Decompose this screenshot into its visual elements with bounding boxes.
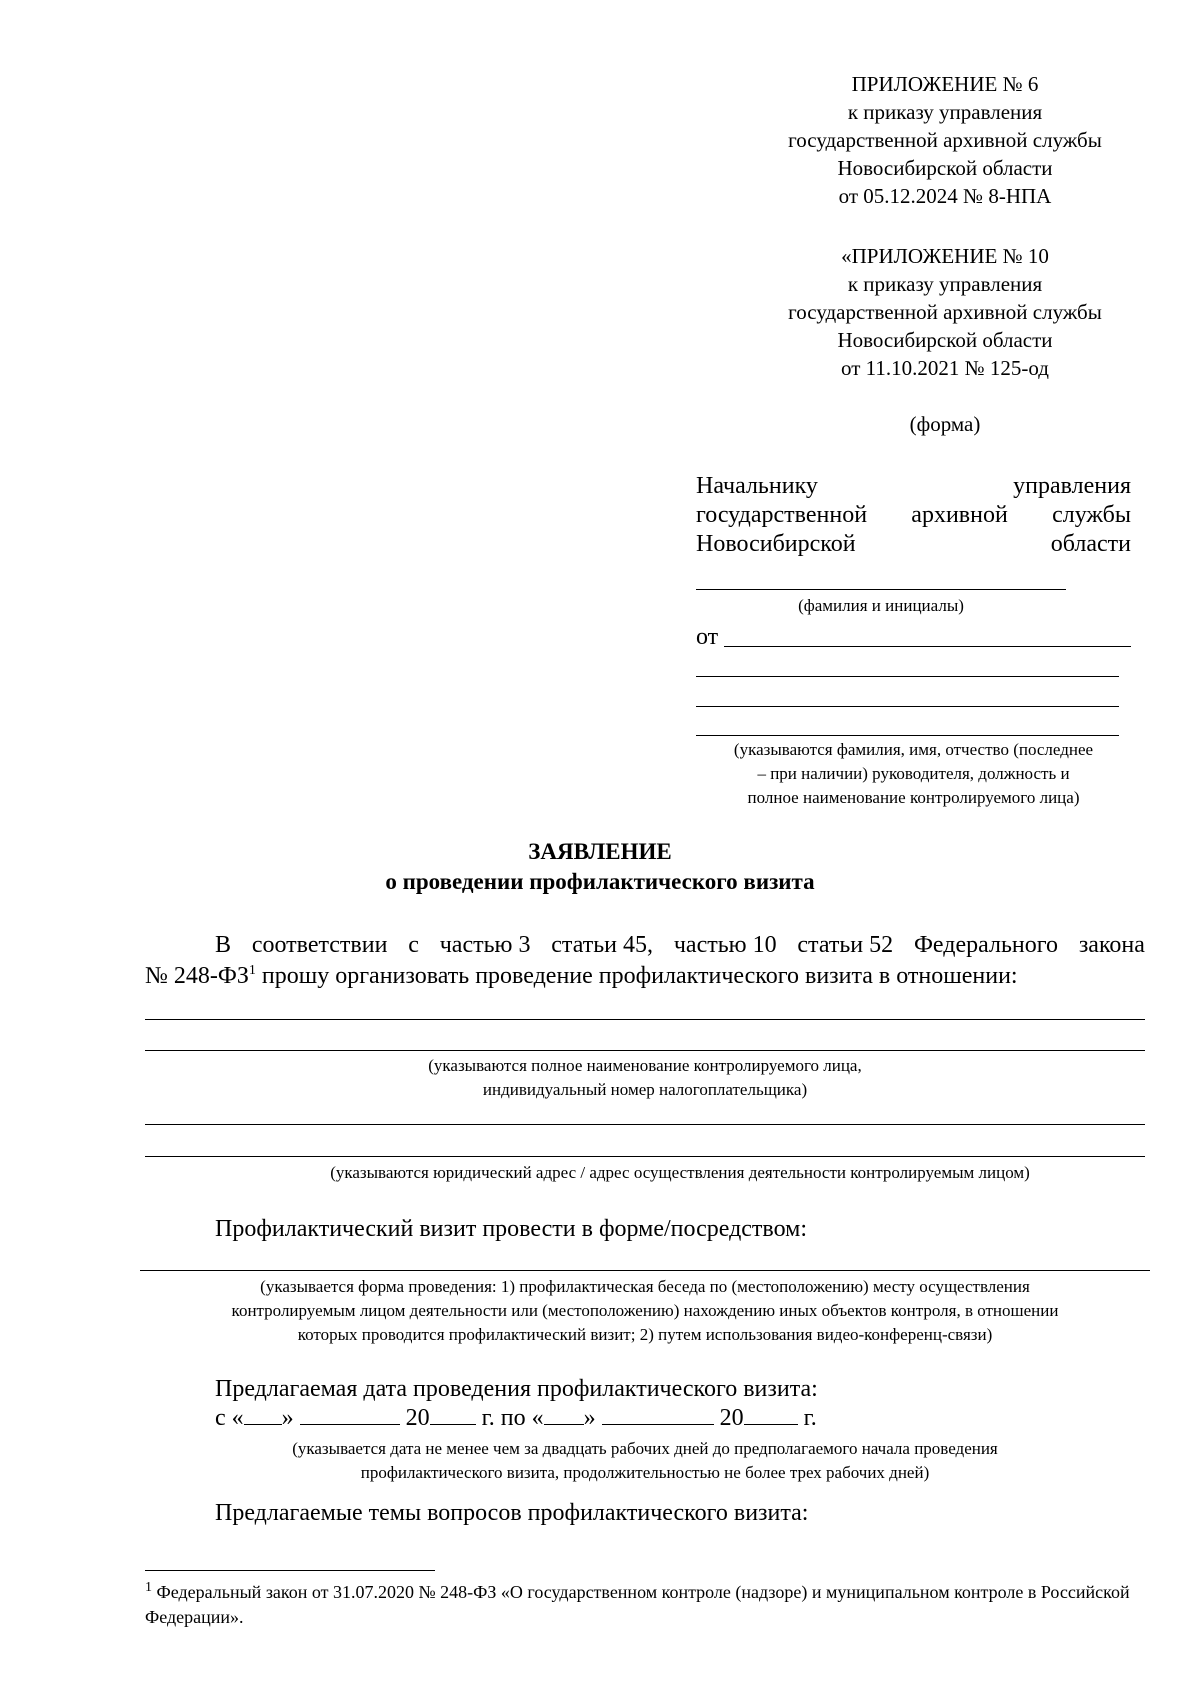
appendix-original-line: Новосибирской области bbox=[837, 328, 1053, 352]
applicant-hint bbox=[696, 738, 1131, 810]
proposed-date-row bbox=[215, 1404, 817, 1432]
applicant-hint-line: – при наличии) руководителя, должность и bbox=[757, 764, 1070, 783]
law-number: № 248-ФЗ bbox=[145, 963, 249, 989]
intro-paragraph bbox=[145, 930, 1145, 992]
footnote-ref[interactable]: 1 bbox=[248, 963, 256, 978]
visit-form-field[interactable] bbox=[140, 1270, 1150, 1271]
addressee-word: управления bbox=[1013, 473, 1131, 499]
title-main: ЗАЯВЛЕНИЕ bbox=[528, 839, 672, 864]
head-name-field[interactable] bbox=[696, 589, 1066, 590]
appendix-current-header bbox=[760, 70, 1130, 210]
addressee-word: архивной bbox=[911, 502, 1008, 528]
controlled-person-hint-line: (указываются полное наименование контролируемого лица, bbox=[428, 1056, 862, 1075]
controlled-person-field-line2[interactable] bbox=[145, 1050, 1145, 1051]
topics-label: Предлагаемые темы вопросов профилактического визита: bbox=[215, 1500, 809, 1526]
date-from-month-field[interactable] bbox=[300, 1404, 400, 1425]
date-from-year-prefix: 20 bbox=[405, 1405, 430, 1431]
appendix-current-line: к приказу управления bbox=[847, 100, 1043, 124]
title-sub: о проведении профилактического визита bbox=[385, 869, 815, 894]
appendix-current-line: от 05.12.2024 № 8-НПА bbox=[838, 184, 1052, 208]
proposed-date-label: Предлагаемая дата проведения профилактического визита: bbox=[215, 1376, 818, 1402]
proposed-date-hint-line: (указывается дата не менее чем за двадцать рабочих дней до предполагаемого начала проведения bbox=[292, 1439, 998, 1458]
document-title bbox=[0, 837, 1200, 897]
date-from-year-field[interactable] bbox=[430, 1404, 476, 1425]
addressee-word: службы bbox=[1052, 502, 1131, 528]
intro-line1 bbox=[145, 930, 1145, 961]
date-to-year-prefix: 20 bbox=[719, 1405, 744, 1431]
footnote-mark: 1 bbox=[145, 1580, 152, 1595]
addressee-block bbox=[696, 472, 1131, 559]
controlled-person-hint bbox=[145, 1054, 1145, 1102]
appendix-current-line: Новосибирской области bbox=[837, 156, 1053, 180]
proposed-date-hint bbox=[145, 1437, 1145, 1485]
form-label: (форма) bbox=[909, 412, 981, 436]
applicant-field-line3[interactable] bbox=[696, 706, 1119, 707]
date-from-quote: » bbox=[281, 1405, 294, 1431]
visit-form-label: Профилактический визит провести в форме/посредством: bbox=[215, 1216, 807, 1242]
visit-form-hint-line: контролируемым лицом деятельности или (местоположению) нахождению иных объектов контроля, в отношении bbox=[231, 1301, 1059, 1320]
applicant-field-line4[interactable] bbox=[696, 735, 1119, 736]
intro-word: частью 10 bbox=[673, 932, 777, 958]
controlled-person-field-line1[interactable] bbox=[145, 1019, 1145, 1020]
address-field-line2[interactable] bbox=[145, 1156, 1145, 1157]
intro-word: частью 3 bbox=[439, 932, 531, 958]
applicant-hint-line: (указываются фамилия, имя, отчество (последнее bbox=[733, 740, 1094, 759]
addressee-row bbox=[696, 472, 1131, 501]
intro-word: В bbox=[215, 932, 232, 958]
addressee-word: Новосибирской bbox=[696, 531, 856, 557]
address-hint: (указываются юридический адрес / адрес осуществления деятельности контролируемым лицом) bbox=[330, 1163, 1030, 1182]
proposed-date-hint-line: профилактического визита, продолжительностью не более трех рабочих дней) bbox=[360, 1463, 930, 1482]
visit-form-hint-line: которых проводится профилактический визит; 2) путем использования видео-конференц-связи) bbox=[297, 1325, 993, 1344]
date-from-day-field[interactable] bbox=[244, 1404, 282, 1425]
addressee-row bbox=[696, 530, 1131, 559]
date-to-quote: » bbox=[583, 1405, 596, 1431]
date-to-year-suffix: г. bbox=[803, 1405, 817, 1431]
intro-word: закона bbox=[1078, 932, 1145, 958]
applicant-field-line1[interactable] bbox=[724, 646, 1131, 647]
date-to-day-field[interactable] bbox=[544, 1404, 584, 1425]
appendix-original-line: от 11.10.2021 № 125-од bbox=[841, 356, 1049, 380]
intro-word: соответствии bbox=[251, 932, 388, 958]
intro-word: статьи 52 bbox=[797, 932, 894, 958]
intro-line2-end: прошу организовать проведение профилактического визита в отношении: bbox=[255, 963, 1018, 989]
visit-form-hint bbox=[140, 1275, 1150, 1347]
date-from-prefix: с « bbox=[215, 1405, 244, 1431]
footnote-separator bbox=[145, 1570, 435, 1571]
date-to-prefix: г. по « bbox=[481, 1405, 544, 1431]
date-to-month-field[interactable] bbox=[602, 1404, 714, 1425]
applicant-field-line2[interactable] bbox=[696, 676, 1119, 677]
controlled-person-hint-line: индивидуальный номер налогоплательщика) bbox=[482, 1080, 808, 1099]
appendix-current-line: государственной архивной службы bbox=[788, 128, 1102, 152]
appendix-original-header bbox=[760, 242, 1130, 382]
addressee-row bbox=[696, 501, 1131, 530]
from-label: от bbox=[696, 624, 719, 650]
footnote-text: Федеральный закон от 31.07.2020 № 248-ФЗ «О государственном контроле (надзоре) и муниципальном контроле в Российской Федерации». bbox=[145, 1582, 1130, 1627]
applicant-hint-line: полное наименование контролируемого лица) bbox=[747, 788, 1080, 807]
intro-word: Федерального bbox=[913, 932, 1059, 958]
intro-line2 bbox=[145, 961, 1145, 992]
addressee-word: области bbox=[1050, 531, 1131, 557]
address-field-line1[interactable] bbox=[145, 1124, 1145, 1125]
head-name-hint: (фамилия и инициалы) bbox=[798, 596, 964, 615]
appendix-original-line: государственной архивной службы bbox=[788, 300, 1102, 324]
appendix-current-line: ПРИЛОЖЕНИЕ № 6 bbox=[851, 72, 1039, 96]
addressee-word: Начальнику bbox=[696, 473, 818, 499]
footnote bbox=[145, 1580, 1145, 1630]
intro-word: с bbox=[408, 932, 419, 958]
appendix-original-line: «ПРИЛОЖЕНИЕ № 10 bbox=[841, 244, 1049, 268]
visit-form-hint-line: (указывается форма проведения: 1) профилактическая беседа по (местоположению) месту осуществления bbox=[260, 1277, 1030, 1296]
addressee-word: государственной bbox=[696, 502, 868, 528]
date-to-year-field[interactable] bbox=[744, 1404, 798, 1425]
intro-word: статьи 45, bbox=[551, 932, 654, 958]
appendix-original-line: к приказу управления bbox=[847, 272, 1043, 296]
